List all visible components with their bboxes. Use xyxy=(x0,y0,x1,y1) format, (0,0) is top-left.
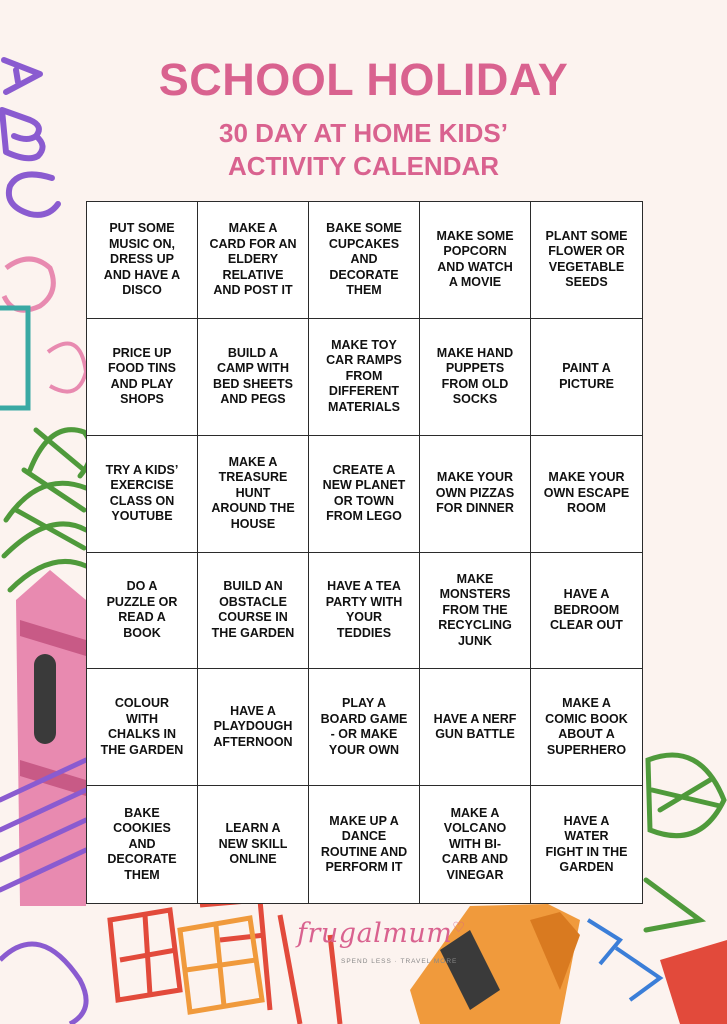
brand-logo xyxy=(297,918,465,949)
scribble-teal-square-icon xyxy=(0,308,28,408)
activity-cell-12: MAKE A TREASURE HUNT AROUND THE HOUSE xyxy=(198,436,309,553)
subtitle-line-2: ACTIVITY CALENDAR xyxy=(227,151,500,181)
activity-cell-7: BUILD A CAMP WITH BED SHEETS AND PEGS xyxy=(198,319,309,436)
activity-cell-29: MAKE A VOLCANO WITH BI- CARB AND VINEGAR xyxy=(420,786,531,903)
red-crayon-icon xyxy=(660,940,727,1024)
scribble-orange-cross-icon xyxy=(180,918,262,1012)
activity-cell-27: LEARN A NEW SKILL ONLINE xyxy=(198,786,309,903)
activity-cell-4: MAKE SOME POPCORN AND WATCH A MOVIE xyxy=(420,202,531,319)
activity-cell-8: MAKE TOY CAR RAMPS FROM DIFFERENT MATERIALS xyxy=(309,319,420,436)
heart-icon: ♡ xyxy=(452,920,466,936)
activity-cell-11: TRY A KIDS’ EXERCISE CLASS ON YOUTUBE xyxy=(87,436,198,553)
brand-logo-text: frugalmum xyxy=(297,918,453,949)
activity-cell-6: PRICE UP FOOD TINS AND PLAY SHOPS xyxy=(87,319,198,436)
activity-cell-15: MAKE YOUR OWN ESCAPE ROOM xyxy=(531,436,642,553)
activity-cell-22: HAVE A PLAYDOUGH AFTERNOON xyxy=(198,669,309,786)
activity-cell-19: MAKE MONSTERS FROM THE RECYCLING JUNK xyxy=(420,553,531,670)
scribble-purple-bottom-icon xyxy=(0,944,86,1024)
page-subtitle xyxy=(0,117,727,183)
activity-cell-18: HAVE A TEA PARTY WITH YOUR TEDDIES xyxy=(309,553,420,670)
brand-tagline: SPEND LESS · TRAVEL MORE xyxy=(341,958,458,965)
activity-cell-13: CREATE A NEW PLANET OR TOWN FROM LEGO xyxy=(309,436,420,553)
activity-cell-30: HAVE A WATER FIGHT IN THE GARDEN xyxy=(545,813,628,875)
activity-cell-9: MAKE HAND PUPPETS FROM OLD SOCKS xyxy=(420,319,531,436)
activity-cell-24: HAVE A NERF GUN BATTLE xyxy=(420,669,531,786)
activity-cell-25: MAKE A COMIC BOOK ABOUT A SUPERHERO xyxy=(531,669,642,786)
activity-cell-21: COLOUR WITH CHALKS IN THE GARDEN xyxy=(87,669,198,786)
activity-cell-2: MAKE A CARD FOR AN ELDERY RELATIVE AND POST IT xyxy=(198,202,309,319)
scribble-pink-ring-icon xyxy=(4,259,53,310)
activity-cell-10: PAINT A PICTURE xyxy=(531,319,642,436)
activity-cell-16: DO A PUZZLE OR READ A BOOK xyxy=(87,553,198,670)
activity-cell-17: BUILD AN OBSTACLE COURSE IN THE GARDEN xyxy=(198,553,309,670)
activity-grid xyxy=(86,201,643,904)
activity-cell-3: BAKE SOME CUPCAKES AND DECORATE THEM xyxy=(309,202,420,319)
page-title: SCHOOL HOLIDAY xyxy=(158,54,569,105)
activity-cell-26: BAKE COOKIES AND DECORATE THEM xyxy=(87,786,198,903)
scribble-pink-curve-icon xyxy=(48,344,86,392)
activity-cell-1: PUT SOME MUSIC ON, DRESS UP AND HAVE A DISCO xyxy=(87,202,198,319)
activity-cell-28: MAKE UP A DANCE ROUTINE AND PERFORM IT xyxy=(309,786,420,903)
subtitle-line-1: 30 DAY AT HOME KIDS’ xyxy=(219,118,508,148)
activity-cell-14: MAKE YOUR OWN PIZZAS FOR DINNER xyxy=(420,436,531,553)
green-scribble-tree-icon xyxy=(4,430,91,590)
scribble-green-leaf-icon xyxy=(646,755,724,930)
scribble-blue-chevrons-icon xyxy=(588,920,660,1000)
activity-cell-5: PLANT SOME FLOWER OR VEGETABLE SEEDS xyxy=(531,202,642,319)
activity-cell-20: HAVE A BEDROOM CLEAR OUT xyxy=(531,553,642,670)
activity-cell-23: PLAY A BOARD GAME - OR MAKE YOUR OWN xyxy=(309,669,420,786)
